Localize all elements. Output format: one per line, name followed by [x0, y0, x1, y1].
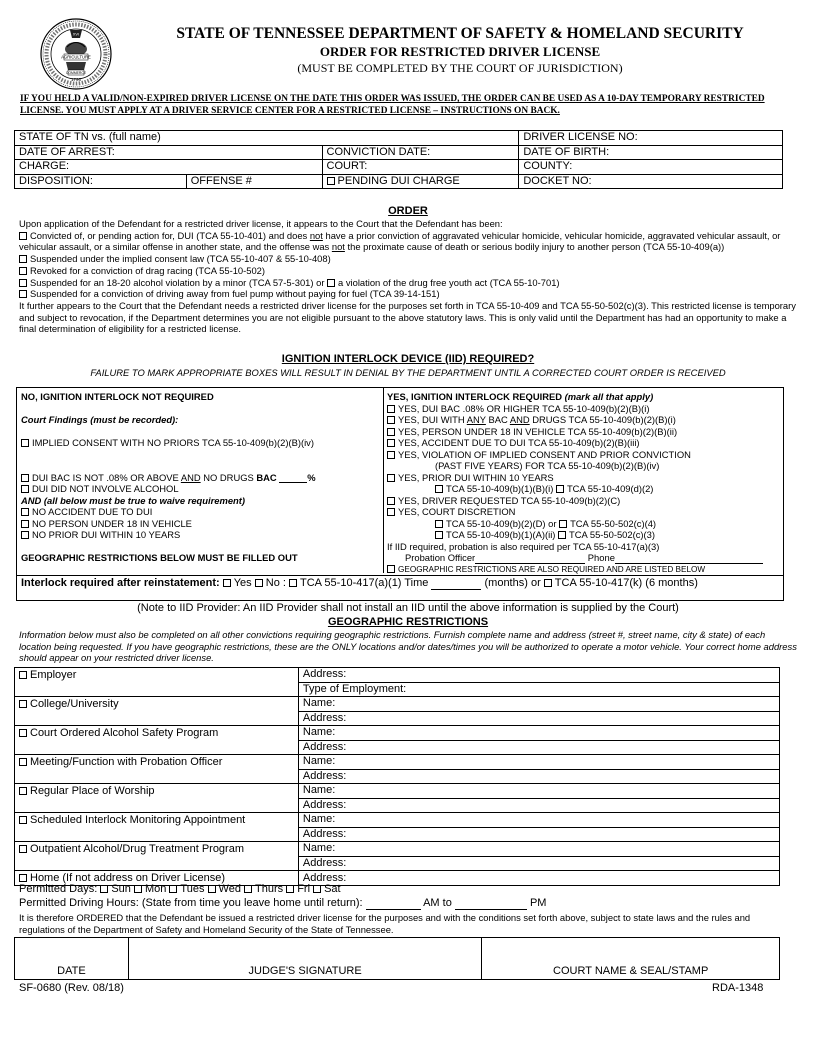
- geo-field[interactable]: Address:: [298, 668, 779, 683]
- signature-table: [14, 937, 780, 980]
- charge-field[interactable]: CHARGE:: [15, 160, 323, 175]
- checkbox-icon[interactable]: [21, 474, 29, 482]
- minor-option: Suspended for an 18-20 alcohol violation by a minor (TCA 57-5-301) or a violation of the drug free youth act (TCA 55-10-701): [19, 277, 797, 289]
- offense-field[interactable]: OFFENSE #: [186, 174, 322, 189]
- geo-field[interactable]: Address:: [298, 798, 779, 813]
- order-body: Upon application of the Defendant for a restricted driver license, it appears to the Court that the Defendant has been: Convicted of, or pending action for, DUI (TCA 55-10-401) and does not have a prior conviction of aggravated vehicular homicide, vehicular homicide, aggravated vehicular assault, or vehicular assault, or a similar offense in another state, and the offense was not the proximate cause of death or serious bodily injury to another person (TCA 55-10-409(a)) Suspended under the implied consent law (TCA 55-10-407 & 55-10-408) Revoked for a conviction of drag racing (TCA 55-10-502) Suspended for an 18-20 alcohol violation by a minor (TCA 57-5-301) or a violation of the drug free youth act (TCA 55-10-701) Suspended for a conviction of driving away from fuel pump without paying for fuel (TCA 39-14-151) It further appears to the Court that the Defendant needs a restricted driver license for the purposes set forth in TCA 55-10-409 and TCA 55-50-502(c)(3). This restricted license is temporary and subject to revocation, if the Department determines you are not eligible pursuant to the above statutory laws. This is only valid until the Department has had an opportunity to make a final determination of eligibility for a restricted license.: [19, 218, 796, 335]
- checkbox-icon[interactable]: [19, 255, 27, 263]
- drag-option: Revoked for a conviction of drag racing (TCA 55-10-502): [19, 265, 797, 277]
- state-seal: [40, 18, 112, 90]
- iid-warning: FAILURE TO MARK APPROPRIATE BOXES WILL RESULT IN DENIAL BY THE DEPARTMENT UNTIL A CORRECTED COURT ORDER IS RECEIVED: [90, 367, 726, 378]
- checkbox-icon[interactable]: [435, 520, 443, 528]
- docket-field[interactable]: DOCKET NO:: [519, 174, 783, 189]
- end-time-input[interactable]: [455, 909, 527, 910]
- implied-option: Suspended under the implied consent law (TCA 55-10-407 & 55-10-408): [19, 253, 797, 265]
- geo-field[interactable]: Name:: [298, 784, 779, 799]
- svg-text:COMMERCE: COMMERCE: [65, 70, 87, 75]
- checkbox-icon[interactable]: [21, 531, 29, 539]
- geo-field[interactable]: Name:: [298, 755, 779, 770]
- checkbox-icon[interactable]: [19, 758, 27, 766]
- iid-not-required-column: NO, IGNITION INTERLOCK NOT REQUIRED Court Findings (must be recorded): IMPLIED CONSENT WITH NO PRIORS TCA 55-10-409(b)(2)(B)(iv) DUI BAC IS NOT .08% OR ABOVE AND NO DRUGS BAC % DUI DID NOT INVOLVE ALCOHOL AND (all below must be true to waive requirement) NO ACCIDENT DUE TO DUI NO PERSON UNDER 18 IN VEHICLE NO PRIOR DUI WITHIN 10 YEARS GEOGRAPHIC RESTRICTIONS BELOW MUST BE FILLED OUT: [21, 391, 316, 563]
- geo-field[interactable]: Name:: [298, 697, 779, 712]
- checkbox-icon[interactable]: [255, 579, 263, 587]
- geo-field[interactable]: Address:: [298, 711, 779, 726]
- svg-text:1796: 1796: [70, 77, 82, 82]
- checkbox-icon[interactable]: [387, 416, 395, 424]
- iid-required-column: YES, IGNITION INTERLOCK REQUIRED (mark all that apply) YES, DUI BAC .08% OR HIGHER TCA 55-10-409(b)(2)(B)(i) YES, DUI WITH ANY BAC AND DRUGS TCA 55-10-409(b)(2)(B)(i) YES, PERSON UNDER 18 IN VEHICLE TCA 55-10-409(b)(2)(B)(ii) YES, ACCIDENT DUE TO DUI TCA 55-10-409(b)(2)(B)(iii) YES, VIOLATION OF IMPLIED CONSENT AND PRIOR CONVICTION (PAST FIVE YEARS) FOR TCA 55-10-409(b)(2)(B)(iv) YES, PRIOR DUI WITHIN 10 YEARS TCA 55-10-409(b)(1)(B)(i) TCA 55-10-409(d)(2) YES, DRIVER REQUESTED TCA 55-10-409(b)(2)(C) YES, COURT DISCRETION TCA 55-10-409(b)(2)(D) or TCA 55-50-502(c)(4) TCA 55-10-409(b)(1)(A)(ii) TCA 55-50-502(c)(3) If IID required, probation is also required per TCA 55-10-417(a)(3) Probation Officer Phone GEOGRAPHIC RESTRICTIONS ARE ALSO REQUIRED AND ARE LISTED BELOW: [387, 391, 781, 575]
- reinstatement-row: Interlock required after reinstatement: Yes No : TCA 55-10-417(a)(1) Time (months) or TCA 55-10-417(k) (6 months): [21, 577, 698, 589]
- geo-location-option[interactable]: Scheduled Interlock Monitoring Appointment: [15, 813, 299, 842]
- checkbox-icon[interactable]: [327, 177, 335, 185]
- state-vs-field[interactable]: STATE OF TN vs. (full name): [15, 131, 519, 146]
- checkbox-icon[interactable]: [100, 885, 108, 893]
- iid-heading: IGNITION INTERLOCK DEVICE (IID) REQUIRED?: [281, 353, 535, 365]
- order-heading: ORDER: [388, 205, 428, 217]
- checkbox-icon[interactable]: [558, 531, 566, 539]
- judge-signature-cell[interactable]: JUDGE'S SIGNATURE: [128, 938, 482, 980]
- pending-dui-checkbox[interactable]: PENDING DUI CHARGE: [322, 174, 519, 189]
- checkbox-icon[interactable]: [19, 874, 27, 882]
- geo-location-option[interactable]: Outpatient Alcohol/Drug Treatment Program: [15, 842, 299, 871]
- checkbox-icon[interactable]: [327, 279, 335, 287]
- iid-provider-note: (Note to IID Provider: An IID Provider shall not install an IID until the above information is supplied by the Court): [137, 602, 679, 614]
- checkbox-icon[interactable]: [544, 579, 552, 587]
- fuel-option: Suspended for a conviction of driving away from fuel pump without paying for fuel (TCA 39-14-151): [19, 288, 797, 300]
- checkbox-icon[interactable]: [289, 579, 297, 587]
- checkbox-icon[interactable]: [435, 531, 443, 539]
- bac-input[interactable]: [279, 482, 307, 483]
- geo-instructions: Information below must also be completed on all other convictions requiring geographic restrictions. Furnish complete name and address (street #, street name, city & state) of each location being requested. If you have geographic restrictions, these are the ONLY locations and/or dates/times you will be authorized to operate a motor vehicle. Your correct home address should appear on your restricted driver license.: [19, 629, 797, 663]
- checkbox-icon[interactable]: [387, 508, 395, 516]
- geo-location-option[interactable]: Home (If not address on Driver License): [15, 871, 299, 886]
- checkbox-icon[interactable]: [21, 508, 29, 516]
- geo-restrictions-table: [14, 667, 780, 886]
- checkbox-icon[interactable]: [387, 474, 395, 482]
- geo-location-option[interactable]: College/University: [15, 697, 299, 726]
- geo-field[interactable]: Name:: [298, 842, 779, 857]
- geo-location-option[interactable]: Regular Place of Worship: [15, 784, 299, 813]
- form-number: SF-0680 (Rev. 08/18): [19, 982, 124, 994]
- dl-number-field[interactable]: DRIVER LICENSE NO:: [519, 131, 783, 146]
- checkbox-icon[interactable]: [313, 885, 321, 893]
- checkbox-icon[interactable]: [559, 520, 567, 528]
- notice-text: IF YOU HELD A VALID/NON-EXPIRED DRIVER LICENSE ON THE DATE THIS ORDER WAS ISSUED, THE ORDER CAN BE USED AS A 10-DAY TEMPORARY RESTRICTED LICENSE. YOU MUST APPLY AT A DRIVER SERVICE CENTER FOR A RESTRICTED LICENSE – INSTRUCTIONS ON BACK.: [20, 94, 765, 116]
- checkbox-icon[interactable]: [208, 885, 216, 893]
- checkbox-icon[interactable]: [19, 845, 27, 853]
- court-seal-cell[interactable]: COURT NAME & SEAL/STAMP: [482, 938, 780, 980]
- county-field[interactable]: COUNTY:: [519, 160, 783, 175]
- permitted-days-row: Permitted Days: Sun Mon Tues Wed Thurs Fri Sat: [19, 883, 341, 895]
- geo-field[interactable]: Name:: [298, 726, 779, 741]
- checkbox-icon[interactable]: [21, 485, 29, 493]
- checkbox-icon[interactable]: [19, 787, 27, 795]
- checkbox-icon[interactable]: [19, 700, 27, 708]
- iid-box: [16, 387, 784, 601]
- checkbox-icon[interactable]: [387, 428, 395, 436]
- checkbox-icon[interactable]: [19, 290, 27, 298]
- disposition-field[interactable]: DISPOSITION:: [15, 174, 187, 189]
- geo-field[interactable]: Address:: [298, 856, 779, 871]
- geo-field[interactable]: Name:: [298, 813, 779, 828]
- checkbox-icon[interactable]: [244, 885, 252, 893]
- checkbox-icon[interactable]: [19, 729, 27, 737]
- checkbox-icon[interactable]: [169, 885, 177, 893]
- court-field[interactable]: COURT:: [322, 160, 519, 175]
- checkbox-icon[interactable]: [19, 267, 27, 275]
- dui-option: Convicted of, or pending action for, DUI (TCA 55-10-401) and does not have a prior conviction of aggravated vehicular homicide, vehicular homicide, aggravated vehicular assault, or vehicular assault, or a similar offense in another state, and the offense was not the proximate cause of death or serious bodily injury to another person (TCA 55-10-409(a)): [19, 229, 781, 253]
- conviction-date-field[interactable]: CONVICTION DATE:: [322, 145, 519, 160]
- geo-field[interactable]: Address:: [298, 871, 779, 886]
- checkbox-icon[interactable]: [134, 885, 142, 893]
- date-of-arrest-field[interactable]: DATE OF ARREST:: [15, 145, 323, 160]
- checkbox-icon[interactable]: [19, 671, 27, 679]
- svg-text:XVI: XVI: [72, 31, 80, 37]
- geo-location-option[interactable]: Meeting/Function with Probation Officer: [15, 755, 299, 784]
- date-signature-cell[interactable]: DATE: [15, 938, 129, 980]
- checkbox-icon[interactable]: [387, 565, 395, 573]
- checkbox-icon[interactable]: [19, 232, 27, 240]
- svg-text:AGRICULTURE: AGRICULTURE: [61, 54, 91, 60]
- checkbox-icon[interactable]: [435, 485, 443, 493]
- checkbox-icon[interactable]: [387, 439, 395, 447]
- checkbox-icon[interactable]: [19, 279, 27, 287]
- start-time-input[interactable]: [366, 909, 421, 910]
- geo-field[interactable]: Address:: [298, 769, 779, 784]
- checkbox-icon[interactable]: [21, 439, 29, 447]
- checkbox-icon[interactable]: [387, 451, 395, 459]
- rda-number: RDA-1348: [712, 982, 764, 994]
- checkbox-icon[interactable]: [556, 485, 564, 493]
- months-input[interactable]: [431, 589, 481, 590]
- case-info-table: [14, 130, 783, 189]
- final-order-text: It is therefore ORDERED that the Defendant be issued a restricted driver license for the purposes and with the conditions set forth above, subject to state laws and the rules and regulations of the Department of Safety and Homeland Security of the State of Tennessee.: [19, 912, 751, 935]
- geo-location-option[interactable]: Employer: [15, 668, 299, 697]
- form-subtitle: ORDER FOR RESTRICTED DRIVER LICENSE: [319, 44, 601, 59]
- geo-field[interactable]: Address:: [298, 827, 779, 842]
- checkbox-icon[interactable]: [286, 885, 294, 893]
- form-instruction: (MUST BE COMPLETED BY THE COURT OF JURISDICTION): [297, 61, 623, 75]
- geo-heading: GEOGRAPHIC RESTRICTIONS: [327, 616, 489, 628]
- permitted-hours-row: Permitted Driving Hours: (State from time you leave home until return): AM to PM: [19, 897, 547, 909]
- form-title: STATE OF TENNESSEE DEPARTMENT OF SAFETY & HOMELAND SECURITY: [176, 25, 744, 42]
- geo-location-option[interactable]: Court Ordered Alcohol Safety Program: [15, 726, 299, 755]
- checkbox-icon[interactable]: [19, 816, 27, 824]
- checkbox-icon[interactable]: [387, 405, 395, 413]
- checkbox-icon[interactable]: [223, 579, 231, 587]
- checkbox-icon[interactable]: [21, 520, 29, 528]
- checkbox-icon[interactable]: [387, 497, 395, 505]
- geo-field[interactable]: Address:: [298, 740, 779, 755]
- geo-field[interactable]: Type of Employment:: [298, 682, 779, 697]
- dob-field[interactable]: DATE OF BIRTH:: [519, 145, 783, 160]
